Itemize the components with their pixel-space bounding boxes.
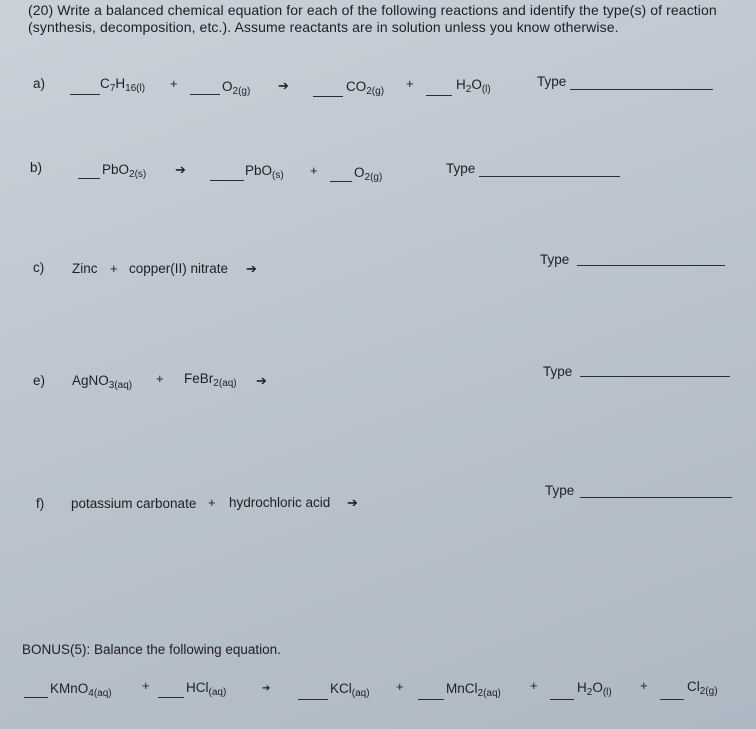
reaction-arrow: ➔ xyxy=(347,495,358,510)
reaction-arrow: ➔ xyxy=(175,162,186,177)
product-lead-oxide: PbO$_{(s)}$ xyxy=(245,163,284,181)
problem-e-label: e) xyxy=(33,373,46,388)
problem-b-label: b) xyxy=(30,160,43,175)
problem-c-label: c) xyxy=(33,260,45,275)
coefficient-blank xyxy=(550,699,574,700)
bonus-title: BONUS(5): Balance the following equation. xyxy=(22,642,281,657)
coefficient-blank xyxy=(78,178,100,179)
coefficient-blank xyxy=(158,697,184,698)
coefficient-blank xyxy=(70,94,100,95)
plus-sign: + xyxy=(396,679,404,694)
coefficient-blank xyxy=(426,95,452,96)
reactant-potassium-permanganate: KMnO$_{4(aq)}$ xyxy=(50,681,112,699)
product-carbon-dioxide: $CO_{2(g)}$ xyxy=(346,79,385,97)
type-answer-blank xyxy=(580,497,732,498)
product-oxygen: $O_{2(g)}$ xyxy=(354,165,383,183)
type-label: Type xyxy=(537,74,567,89)
coefficient-blank xyxy=(298,699,328,700)
coefficient-blank xyxy=(418,699,444,700)
reaction-arrow: ➔ xyxy=(278,78,289,93)
reaction-arrow: ➔ xyxy=(256,373,267,388)
product-chlorine: $Cl_{2(g)}$ xyxy=(687,679,718,697)
reaction-arrow: ➔ xyxy=(262,683,271,694)
type-answer-blank xyxy=(577,265,725,266)
type-answer-blank xyxy=(570,89,713,90)
reactant-iron-ii-bromide: FeBr$_{2(aq)}$ xyxy=(184,371,237,389)
type-label: Type xyxy=(446,161,476,176)
reactant-hydrochloric-acid: hydrochloric acid xyxy=(229,495,331,510)
reaction-arrow: ➔ xyxy=(246,261,257,276)
reactant-potassium-carbonate: potassium carbonate xyxy=(71,496,197,511)
type-label: Type xyxy=(543,364,573,379)
reactant-zinc: Zinc xyxy=(72,261,98,276)
type-answer-blank xyxy=(479,176,620,177)
plus-sign: + xyxy=(406,76,414,91)
coefficient-blank xyxy=(330,181,352,182)
coefficient-blank xyxy=(24,697,48,698)
instructions-line-2: (synthesis, decomposition, etc.). Assume reactants are in solution unless you know otherwise. xyxy=(28,19,619,35)
product-water: $H_2O_{(l)}$ xyxy=(577,680,612,698)
product-water: $H_2O_{(l)}$ xyxy=(456,77,491,95)
plus-sign: + xyxy=(110,261,118,276)
reactant-oxygen: $O_{2(g)}$ xyxy=(222,79,251,97)
plus-sign: + xyxy=(142,678,150,693)
plus-sign: + xyxy=(640,678,648,693)
problem-a-label: a) xyxy=(33,76,46,91)
plus-sign: + xyxy=(208,495,216,510)
type-answer-blank xyxy=(580,376,730,377)
coefficient-blank xyxy=(660,699,684,700)
product-manganese-ii-chloride: MnCl$_{2(aq)}$ xyxy=(446,681,501,699)
type-label: Type xyxy=(545,483,575,498)
reactant-silver-nitrate: AgNO$_{3(aq)}$ xyxy=(72,373,133,391)
product-potassium-chloride: KCl$_{(aq)}$ xyxy=(330,681,370,699)
coefficient-blank xyxy=(190,94,220,95)
problem-f-label: f) xyxy=(36,496,45,511)
plus-sign: + xyxy=(170,76,178,91)
coefficient-blank xyxy=(313,96,343,97)
reactant-hydrochloric-acid: HCl$_{(aq)}$ xyxy=(186,680,227,698)
reactant-heptane: $C_7H_{16(l)}$ xyxy=(100,76,146,94)
plus-sign: + xyxy=(530,678,538,693)
plus-sign: + xyxy=(310,163,318,178)
reactant-lead-dioxide: PbO$_{2(s)}$ xyxy=(102,162,147,180)
coefficient-blank xyxy=(210,180,244,181)
reactant-copper-ii-nitrate: copper(II) nitrate xyxy=(129,261,229,276)
type-label: Type xyxy=(540,252,570,267)
instructions-line-1: (20) Write a balanced chemical equation for each of the following reactions and identify the type(s) of reaction xyxy=(28,2,717,18)
plus-sign: + xyxy=(156,371,164,386)
